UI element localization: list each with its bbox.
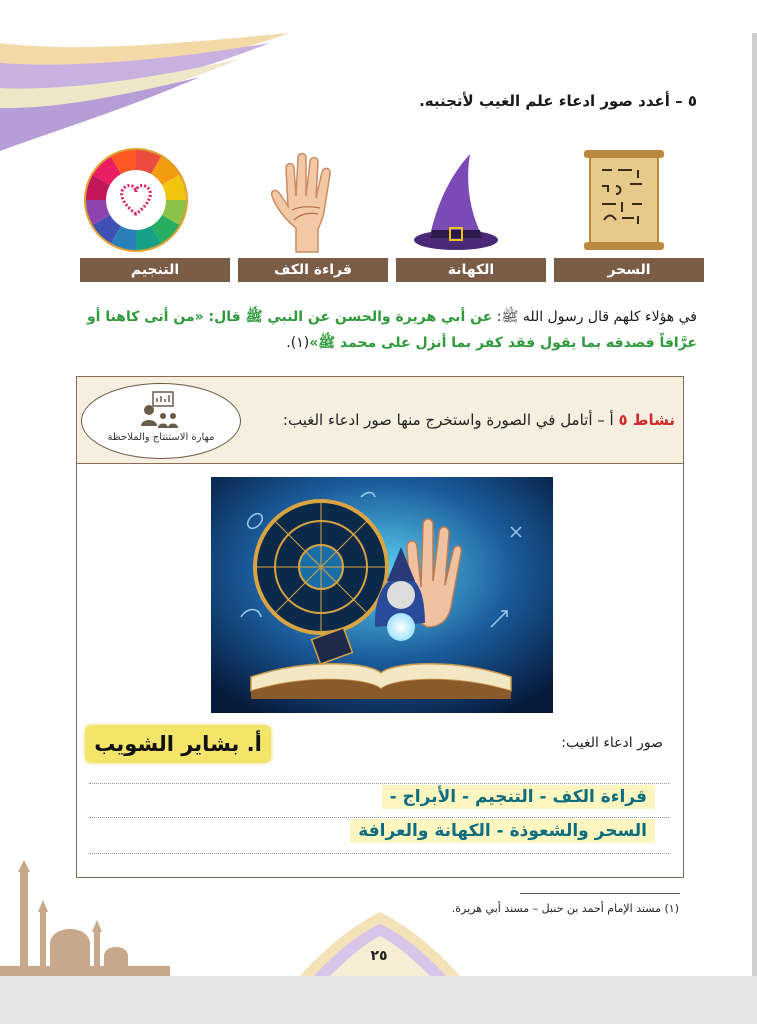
bottom-arch-decoration-icon <box>300 912 460 976</box>
activity-instruction: أ – أتامل في الصورة واستخرج منها صور ادعاء الغيب: <box>282 411 614 429</box>
palm-hand-icon <box>238 148 388 256</box>
activity-title <box>283 411 675 429</box>
hadith-paragraph <box>60 304 697 356</box>
page-edge-shadow <box>752 33 757 976</box>
hadith-ref: (١). <box>286 335 310 351</box>
caption-label: صور ادعاء الغيب: <box>561 735 663 751</box>
card-soothsaying <box>396 148 546 282</box>
unseen-claims-image-strip <box>80 148 680 282</box>
top-margin <box>0 0 757 33</box>
card-label: السحر <box>554 258 704 282</box>
papyrus-scroll-icon <box>554 148 704 256</box>
question-5: ٥ – أعدد صور ادعاء علم الغيب لأتجنبه. <box>419 92 697 110</box>
card-sorcery <box>554 148 704 282</box>
card-astrology <box>80 148 230 282</box>
decorative-swoosh-icon <box>0 33 300 153</box>
footnote-divider <box>520 893 680 894</box>
mosque-silhouette-icon <box>0 860 170 976</box>
skill-badge <box>81 383 241 459</box>
hadith-narration: عن أبي هريرة والحسن عن النبي ﷺ قال: «من أتى كاهنا أو عرَّافاً فصدقه بما يقول فقد كفر بما أنزل على محمد ﷺ» <box>86 309 697 351</box>
author-name-tag: أ. بشاير الشويب <box>85 725 271 763</box>
card-label: التنجيم <box>80 258 230 282</box>
skill-label: مهارة الاستنتاج والملاحظة <box>107 432 215 443</box>
card-palmistry <box>238 148 388 282</box>
page-number: ٢٥ <box>370 948 388 964</box>
activity-box <box>76 376 684 878</box>
bottom-margin <box>0 976 757 1024</box>
answer-line-3 <box>89 853 669 854</box>
fortune-teller-illustration <box>211 477 553 713</box>
activity-number: نشاط ٥ <box>618 411 675 429</box>
card-label: قراءة الكف <box>238 258 388 282</box>
activity-header <box>77 377 683 464</box>
footnote: (١) مسند الإمام أحمد بن حنبل – مسند أبي هريرة. <box>451 902 679 915</box>
hadith-intro: في هؤلاء كلهم قال رسول الله ﷺ: <box>496 309 697 325</box>
presentation-skill-icon <box>141 390 181 430</box>
zodiac-wheel-icon <box>80 148 230 256</box>
answer-text-2: السحر والشعوذة - الكهانة والعرافة <box>350 819 655 843</box>
answer-text-1: قراءة الكف - التنجيم - الأبراج - <box>382 785 655 809</box>
card-label: الكهانة <box>396 258 546 282</box>
witch-hat-icon <box>396 148 546 256</box>
answer-line-1 <box>89 783 669 784</box>
answer-line-2 <box>89 817 669 818</box>
